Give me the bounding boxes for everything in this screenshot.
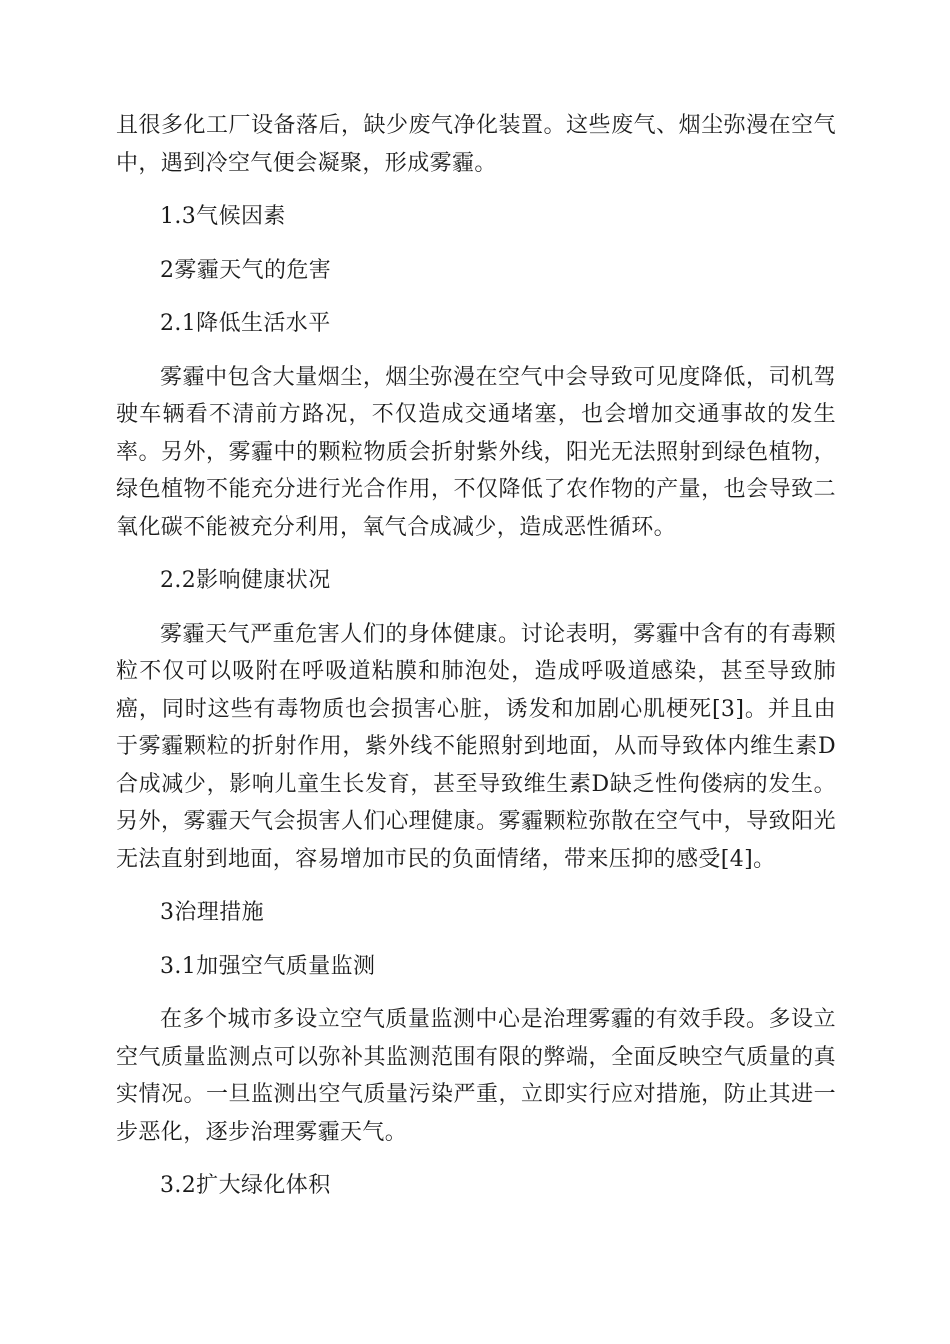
heading-3-1: 3.1加强空气质量监测 bbox=[160, 953, 376, 979]
heading-2: 2雾霾天气的危害 bbox=[160, 257, 332, 283]
heading-3-2: 3.2扩大绿化体积 bbox=[160, 1173, 331, 1198]
heading-2-1: 2.1降低生活水平 bbox=[160, 311, 331, 336]
spacer bbox=[116, 1151, 836, 1167]
paragraph-3-1: 在多个城市多设立空气质量监测中心是治理雾霾的有效手段。多设立空气质量监测点可以弥补其监测范围有限的弊端，全面反映空气质量的真实情况。一旦监测出空气质量污染严重，立即实行应对措施，防止其进一步恶化，逐步治理雾霾天气。 bbox=[116, 1007, 836, 1145]
heading-3: 3治理措施 bbox=[160, 900, 264, 925]
spacer bbox=[116, 932, 836, 948]
document-page bbox=[116, 107, 836, 1205]
spacer bbox=[116, 236, 836, 252]
spacer bbox=[116, 600, 836, 616]
spacer bbox=[116, 343, 836, 359]
spacer bbox=[116, 546, 836, 562]
spacer bbox=[116, 985, 836, 1001]
spacer bbox=[116, 182, 836, 198]
heading-2-2: 2.2影响健康状况 bbox=[160, 568, 331, 593]
spacer bbox=[116, 289, 836, 305]
paragraph-2-2: 雾霾天气严重危害人们的身体健康。讨论表明，雾霾中含有的有毒颗粒不仅可以吸附在呼吸道粘膜和肺泡处，造成呼吸道感染，甚至导致肺癌，同时这些有毒物质也会损害心脏，诱发和加剧心肌梗死[3]。并且由于雾霾颗粒的折射作用，紫外线不能照射到地面，从而导致体内维生素D合成减少，影响儿童生长发育，甚至导致维生素D缺乏性佝偻病的发生。另外，雾霾天气会损害人们心理健康。雾霾颗粒弥散在空气中，导致阳光无法直射到地面，容易增加市民的负面情绪，带来压抑的感受[4]。 bbox=[116, 621, 836, 872]
heading-1-3: 1.3气候因素 bbox=[160, 204, 286, 229]
spacer bbox=[116, 878, 836, 894]
paragraph-continuation: 且很多化工厂设备落后，缺少废气净化装置。这些废气、烟尘弥漫在空气中，遇到冷空气便会凝聚，形成雾霾。 bbox=[116, 113, 836, 176]
paragraph-2-1: 雾霾中包含大量烟尘，烟尘弥漫在空气中会导致可见度降低，司机驾驶车辆看不清前方路况，不仅造成交通堵塞，也会增加交通事故的发生率。另外，雾霾中的颗粒物质会折射紫外线，阳光无法照射到绿色植物，绿色植物不能充分进行光合作用，不仅降低了农作物的产量，也会导致二氧化碳不能被充分利用，氧气合成减少，造成恶性循环。 bbox=[116, 364, 836, 540]
